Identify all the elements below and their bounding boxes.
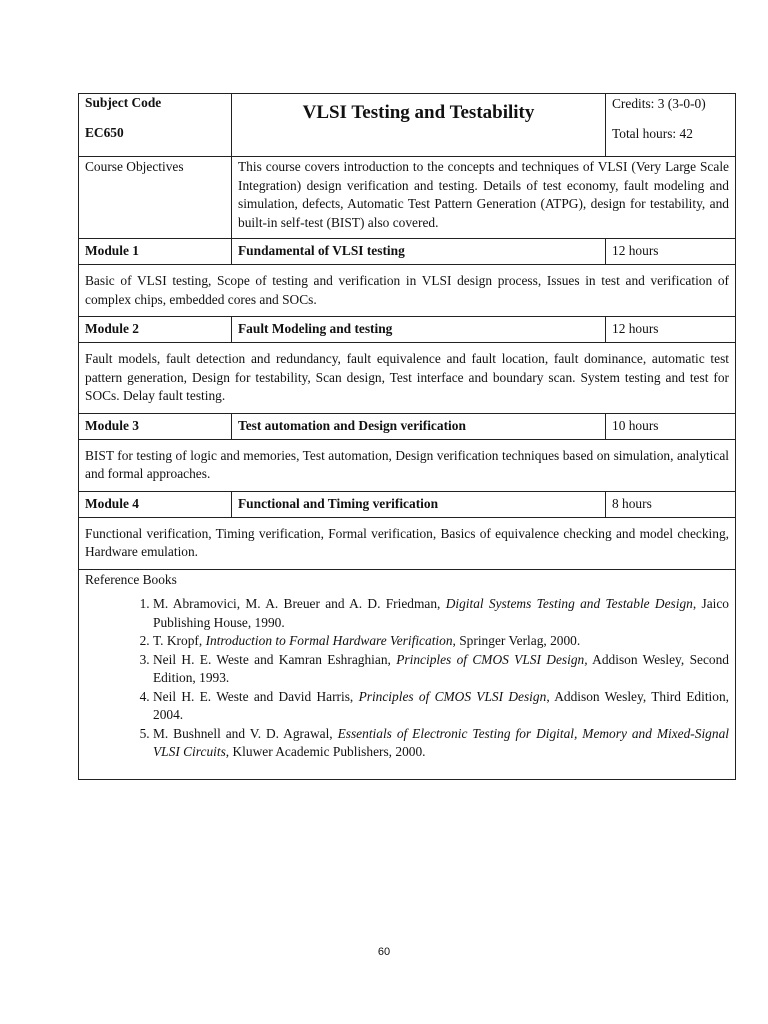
reference-publisher: , Kluwer Academic Publishers, 2000. <box>225 744 426 759</box>
reference-authors: M. Bushnell and V. D. Agrawal, <box>153 725 338 741</box>
syllabus-table <box>78 93 736 780</box>
module-header-row <box>79 491 736 517</box>
module-title: Fundamental of VLSI testing <box>232 239 606 265</box>
module-header-row <box>79 317 736 343</box>
reference-list <box>85 595 729 762</box>
module-hours: 10 hours <box>606 413 736 439</box>
module-content-row <box>79 343 736 414</box>
module-header-row <box>79 413 736 439</box>
subject-code-label: Subject Code <box>85 95 162 110</box>
reference-item <box>153 725 729 762</box>
subject-code: EC650 <box>85 125 124 140</box>
module-content-row <box>79 517 736 569</box>
reference-title: Principles of CMOS VLSI Design <box>358 688 547 704</box>
credits-cell <box>606 94 736 157</box>
page-number: 60 <box>377 946 391 958</box>
reference-title: Essentials of Electronic Testing for Digital, Memory and Mixed-Signal VLSI Circuits <box>153 725 729 759</box>
reference-authors: M. Abramovici, M. A. Breuer and A. D. Friedman, <box>153 596 446 611</box>
reference-title: Introduction to Formal Hardware Verification <box>205 633 453 648</box>
reference-authors: Neil H. E. Weste and Kamran Eshraghian, <box>153 651 397 667</box>
reference-item <box>153 595 729 632</box>
module-hours: 12 hours <box>606 239 736 265</box>
reference-authors: T. Kropf, <box>153 633 206 648</box>
references-row <box>79 569 736 779</box>
reference-title: Principles of CMOS VLSI Design, <box>396 651 588 667</box>
course-title: VLSI Testing and Testability <box>232 94 606 157</box>
reference-title: Digital Systems Testing and Testable Design <box>445 596 693 611</box>
module-content: Fault models, fault detection and redundancy, fault equivalence and fault location, fault dominance, automatic test pattern generation, Design for testability, Scan design, Test interface and boundary scan. System testing and test for SOCs. Delay fault testing. <box>79 343 736 414</box>
module-header-row <box>79 239 736 265</box>
reference-publisher: Addison Wesley, Second Edition, 1993. <box>153 651 729 685</box>
reference-item <box>153 688 729 725</box>
module-content: Basic of VLSI testing, Scope of testing and verification in VLSI design process, Issues in test and verification of complex chips, embedded cores and SOCs. <box>79 265 736 317</box>
references-cell <box>79 569 736 779</box>
module-title: Test automation and Design verification <box>232 413 606 439</box>
module-content: Functional verification, Timing verification, Formal verification, Basics of equivalence checking and model checking, Hardware emulation. <box>79 517 736 569</box>
reference-publisher: , Jaico Publishing House, 1990. <box>153 596 729 630</box>
objectives-label: Course Objectives <box>79 157 232 239</box>
objectives-text: This course covers introduction to the concepts and techniques of VLSI (Very Large Scale Integration) design verification and testing. Details of test economy, fault modeling and simulation, defects, Automatic Test Pattern Generation (ATPG), design for testability, and built-in self-test (BIST) also covered. <box>232 157 736 239</box>
header-row <box>79 94 736 157</box>
module-content-row <box>79 265 736 317</box>
objectives-row <box>79 157 736 239</box>
reference-item <box>153 651 729 688</box>
module-content: BIST for testing of logic and memories, Test automation, Design verification techniques based on simulation, analytical and formal approaches. <box>79 439 736 491</box>
total-hours: Total hours: 42 <box>612 126 693 141</box>
credits: Credits: 3 (3-0-0) <box>612 96 706 111</box>
subject-code-cell <box>79 94 232 157</box>
module-content-row <box>79 439 736 491</box>
module-label: Module 3 <box>79 413 232 439</box>
module-label: Module 1 <box>79 239 232 265</box>
reference-publisher: , Springer Verlag, 2000. <box>452 633 581 648</box>
module-title: Fault Modeling and testing <box>232 317 606 343</box>
references-label: Reference Books <box>85 571 177 587</box>
module-label: Module 2 <box>79 317 232 343</box>
module-label: Module 4 <box>79 491 232 517</box>
reference-item <box>153 632 729 651</box>
reference-authors: Neil H. E. Weste and David Harris, <box>153 688 359 704</box>
reference-publisher: , Addison Wesley, Third Edition, 2004. <box>153 688 730 722</box>
module-hours: 12 hours <box>606 317 736 343</box>
module-title: Functional and Timing verification <box>232 491 606 517</box>
module-hours: 8 hours <box>606 491 736 517</box>
